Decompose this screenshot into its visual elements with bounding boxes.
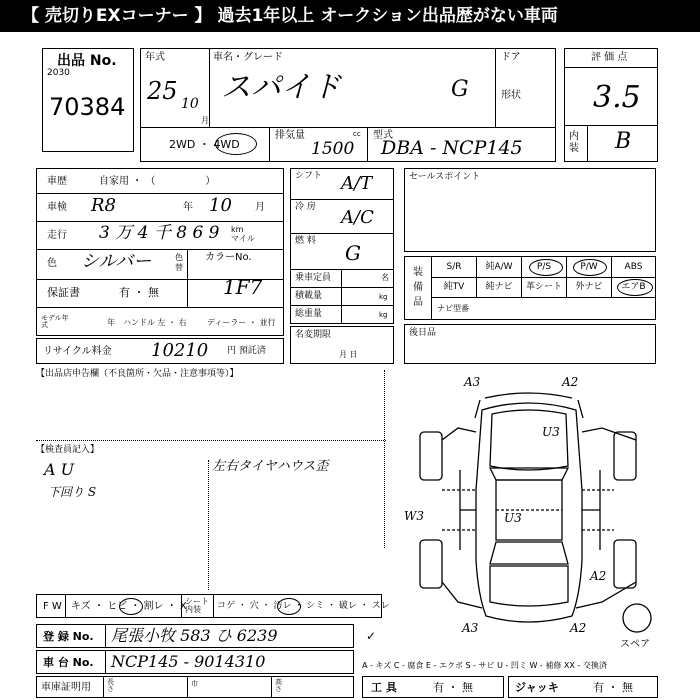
grade-value: G	[451, 77, 469, 102]
mileage-unit: km マイル	[231, 225, 255, 243]
month-value: 10	[181, 96, 199, 112]
model-label: 型式	[373, 130, 393, 141]
color-value: シルバー	[81, 251, 152, 272]
displacement-value: 1500	[311, 139, 355, 159]
inspection-month: 10	[209, 195, 232, 216]
reg-box	[36, 624, 354, 648]
shift-value: A/T	[341, 173, 373, 194]
score-box	[564, 48, 658, 162]
inspector-divider	[208, 460, 209, 590]
score-value: 3.5	[593, 80, 641, 115]
equipment-navi-model: ナビ型番	[437, 304, 469, 313]
reg-label: 登 録 No.	[43, 630, 94, 643]
handle-label: ハンドル 左 ・ 右	[123, 318, 187, 327]
damage-legend: A - キズ C - 腐食 E - エクボ S - サビ U - 凹ミ W - 補修 XX - 交換済	[362, 661, 607, 670]
load-label: 積載量	[295, 291, 323, 301]
drive-4wd-circle	[215, 133, 257, 155]
color-change: 色替	[175, 253, 183, 272]
mileage-label: 走行	[47, 230, 67, 241]
mileage-value: 3 万 4 千 8 6 9	[99, 223, 220, 243]
inspector-note1: A U	[44, 460, 75, 479]
sales-box	[404, 168, 656, 252]
interior-label: 内装	[569, 131, 579, 154]
vehicle-box	[140, 48, 556, 162]
history-value: 自家用 ・ （ ）	[99, 176, 216, 187]
interior-value: B	[615, 129, 632, 154]
chassis-label: 車 台 No.	[43, 656, 94, 669]
tools-label: 工 具	[371, 681, 397, 694]
jack-box	[508, 676, 658, 698]
color-no-value: 1F7	[223, 275, 263, 299]
chassis-value: NCP145 - 9014310	[111, 652, 266, 671]
model-year-unit: 年	[107, 318, 115, 327]
specs-box	[290, 168, 394, 324]
recycle-value: 10210	[151, 340, 209, 361]
recycle-unit: 円 預託済	[227, 346, 266, 356]
lot-box	[42, 48, 134, 152]
reg-check-mark: ✓	[366, 629, 377, 643]
equip-ps: P/S	[522, 257, 567, 277]
ac-label: 冷 房	[295, 202, 316, 212]
cert-box	[36, 676, 354, 698]
fw-box	[36, 594, 390, 618]
weight-unit: kg	[379, 311, 388, 319]
pw-circle	[573, 259, 607, 276]
mark-rear-right: A2	[590, 569, 607, 583]
color-label: 色	[47, 258, 57, 269]
tools-value: 有 ・ 無	[433, 681, 473, 694]
history-label: 車歴	[47, 176, 67, 187]
lot-number: 70384	[49, 93, 126, 121]
equip-tv: 純TV	[432, 277, 477, 297]
door-label: ドア	[501, 52, 521, 63]
fuel-value: G	[345, 241, 361, 265]
fw-text: キズ ・ ヒビ ・ 割レ ・ X	[71, 601, 187, 612]
declaration-divider	[384, 370, 385, 548]
equip-alloy: 純A/W	[477, 257, 522, 277]
model-year-label: モデル年 式	[41, 314, 69, 329]
spare-label: スペア	[620, 639, 650, 650]
capacity-label: 乗車定員	[295, 273, 332, 283]
score-label: 評 価 点	[591, 52, 628, 63]
recycle-label: リサイクル料金	[43, 346, 112, 357]
inspection-label: 車検	[47, 202, 67, 213]
displacement-label: 排気量	[275, 130, 305, 141]
equip-navi: 純ナビ	[477, 277, 522, 297]
mark-roof: U3	[504, 511, 522, 525]
cert-width: 巾	[191, 680, 198, 688]
recycle-box	[36, 338, 284, 364]
aftermarket-label: 後日品	[409, 328, 437, 338]
airbag-circle	[617, 279, 653, 296]
inspector-note2: 下回り S	[48, 485, 97, 499]
equip-pw: P/W	[567, 257, 612, 277]
mark-left-side: W3	[404, 509, 424, 523]
inspection-month-unit: 月	[255, 202, 265, 213]
weight-label: 総重量	[295, 309, 323, 319]
equip-sr: S/R	[432, 257, 477, 277]
seat-dirt-circle	[277, 598, 301, 615]
year-label: 年式	[145, 52, 165, 63]
displacement-unit: cc	[353, 130, 361, 138]
mark-front-right: A2	[562, 375, 579, 389]
cert-label: 車庫証明用	[41, 682, 91, 693]
declaration-bottom-line	[36, 440, 386, 441]
fw-crack-circle	[119, 598, 143, 615]
inspector-note3: 左右タイヤハウス歪	[212, 459, 329, 474]
mark-rear-left: A3	[462, 621, 479, 635]
chassis-box	[36, 650, 354, 674]
history-box	[36, 168, 284, 336]
load-unit: kg	[379, 293, 388, 301]
warranty-label: 保証書	[47, 286, 80, 299]
month-unit: 月	[201, 116, 209, 125]
year-value: 25	[147, 77, 178, 105]
mark-front-left: A3	[464, 375, 481, 389]
fuel-label: 燃 料	[295, 236, 316, 246]
car-diagram	[400, 370, 690, 660]
equip-leather: 革シート	[522, 277, 567, 297]
ac-value: A/C	[341, 207, 374, 228]
fw-label: F W	[43, 601, 62, 612]
name-label: 車名・グレード	[213, 52, 283, 63]
color-no-label: カラーNo.	[205, 252, 252, 263]
sales-label: セールスポイント	[409, 172, 481, 182]
jack-value: 有 ・ 無	[593, 681, 633, 694]
cert-length: 長さ	[107, 678, 114, 693]
equip-ext-navi: 外ナビ	[567, 277, 612, 297]
equip-airbag: エアB	[621, 282, 646, 292]
seat-label: シート 内装	[185, 597, 209, 614]
seat-text: コゲ ・ 穴 ・ 汚レ ・ シミ ・ 破レ ・ スレ	[217, 601, 390, 611]
warranty-value: 有 ・ 無	[119, 286, 159, 299]
capacity-unit: 名	[381, 273, 389, 282]
jack-label: ジャッキ	[515, 681, 559, 694]
transfer-box	[290, 326, 394, 364]
ps-circle	[529, 259, 563, 276]
cert-height: 高さ	[275, 678, 282, 693]
lot-label: 出品 No.	[57, 53, 117, 69]
model-value: DBA - NCP145	[381, 137, 523, 159]
aftermarket-box	[404, 324, 656, 364]
inspection-year-unit: 年	[183, 202, 193, 213]
dealer-label: ディーラー ・ 並行	[207, 318, 276, 327]
inspection-value: R8	[91, 195, 117, 216]
equip-abs: ABS	[624, 262, 643, 272]
lot-sub: 2030	[47, 68, 70, 78]
mark-hood: U3	[542, 425, 560, 439]
declaration-label: 【出品店申告欄（不良箇所・欠品・注意事項等）】	[36, 369, 239, 379]
equipment-box	[404, 256, 656, 320]
transfer-unit: 月 日	[339, 350, 358, 359]
name-value: スパイド	[221, 70, 341, 105]
inspector-label: 【検査員記入】	[36, 445, 100, 455]
transfer-label: 名変期限	[295, 330, 332, 340]
shift-label: シフト	[295, 171, 323, 181]
mark-rear-bumper: A2	[570, 621, 587, 635]
shape-label: 形状	[501, 90, 521, 101]
equipment-label: 装 備 品	[413, 267, 423, 308]
drive-options: 2WD ・ 4WD	[169, 138, 240, 151]
reg-value: 尾張小牧 583 ひ 6239	[111, 626, 278, 645]
tools-box	[362, 676, 504, 698]
page-header: 【 売切りEXコーナー 】 過去1年以上 オークション出品歴がない車両	[0, 0, 700, 32]
